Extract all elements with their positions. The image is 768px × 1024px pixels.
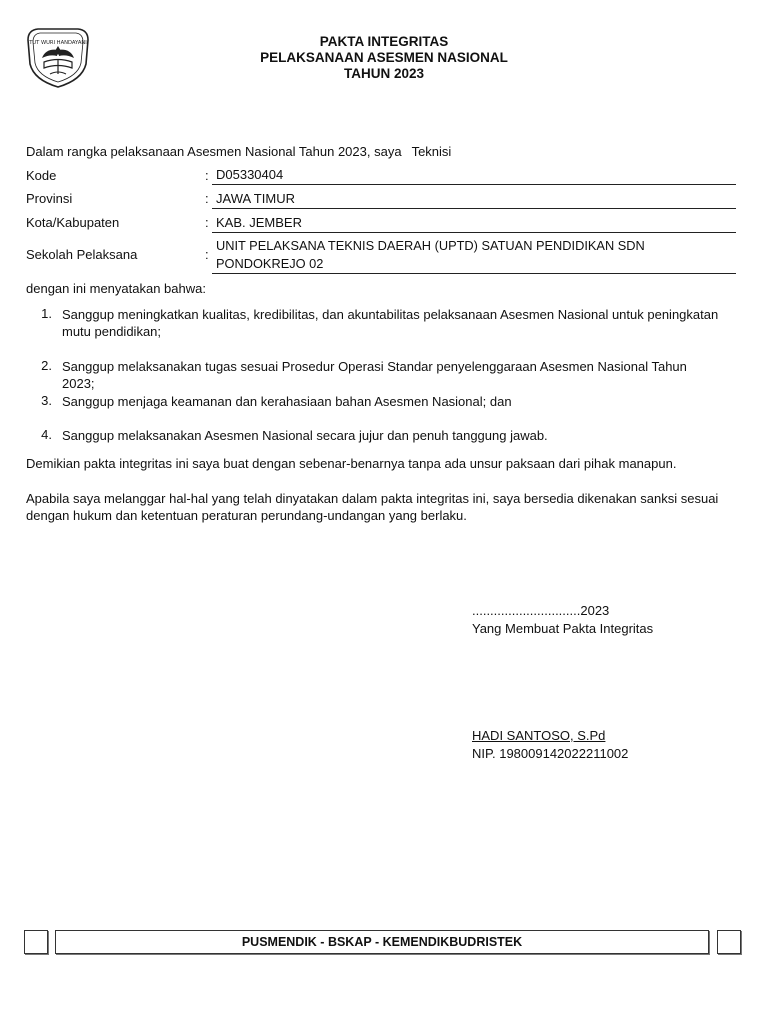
list-item-number: 4. [41,427,52,442]
field-label-kota: Kota/Kabupaten [26,215,120,230]
field-label-provinsi: Provinsi [26,191,73,206]
list-item-number: 1. [41,306,52,321]
list-item-text: Sanggup melaksanakan Asesmen Nasional secara jujur dan penuh tanggung jawab. [62,428,548,443]
field-underline-kota [212,232,736,233]
closing-paragraph: Demikian pakta integritas ini saya buat dengan sebenar-benarnya tanpa ada unsur paksaan dari pihak manapun. [26,456,677,471]
list-item-number: 3. [41,393,52,408]
list-item-text: Sanggup melaksanakan tugas sesuai Prosedur Operasi Standar penyelenggaraan Asesmen Nasional Tahun 2023; [62,359,687,391]
header-line-1: PAKTA INTEGRITAS [319,34,449,49]
footer-label: PUSMENDIK - BSKAP - KEMENDIKBUDRISTEK [55,930,709,954]
field-colon-kota: : [205,215,209,230]
field-underline-sekolah [212,273,736,274]
signer-nip: NIP. 198009142022211002 [472,746,629,761]
field-value-provinsi: JAWA TIMUR [216,191,295,206]
header-line-3: TAHUN 2023 [343,66,425,81]
intro-line [26,144,451,159]
field-underline-provinsi [212,208,736,209]
field-colon-provinsi: : [205,191,209,206]
list-item-text: Sanggup meningkatkan kualitas, kredibilitas, dan akuntabilitas pelaksanaan Asesmen Nasional untuk peningkatan mutu pendidikan; [62,307,719,339]
field-colon-kode: : [205,168,209,183]
list-item-text: Sanggup menjaga keamanan dan kerahasiaan bahan Asesmen Nasional; dan [62,394,512,409]
field-value-kota: KAB. JEMBER [216,215,302,230]
field-colon-sekolah: : [205,247,209,262]
header-line-2: PELAKSANAAN ASESMEN NASIONAL [260,50,508,65]
list-item-number: 2. [41,358,52,373]
field-label-sekolah: Sekolah Pelaksana [26,247,138,262]
sanction-paragraph: Apabila saya melanggar hal-hal yang telah dinyatakan dalam pakta integritas ini, saya bersedia dikenakan sanksi sesuai dengan hukum dan ketentuan peraturan perundang-undangan yang berlaku. [26,491,719,523]
intro-text: Dalam rangka pelaksanaan Asesmen Nasional Tahun 2023, saya [26,144,402,159]
field-label-kode: Kode [26,168,57,183]
intro-role: Teknisi [411,144,452,159]
field-value-sekolah: UNIT PELAKSANA TEKNIS DAERAH (UPTD) SATUAN PENDIDIKAN SDN PONDOKREJO 02 [216,238,645,271]
signer-name: HADI SANTOSO, S.Pd [472,728,606,743]
field-value-kode: D05330404 [216,167,284,182]
svg-text:TUT WURI HANDAYANI: TUT WURI HANDAYANI [29,40,87,46]
signature-date: ..............................2023 [472,603,610,618]
footer-left-box [24,930,48,954]
signature-role: Yang Membuat Pakta Integritas [472,621,654,636]
declaration-intro: dengan ini menyatakan bahwa: [26,281,206,296]
footer-right-box [717,930,741,954]
field-underline-kode [212,184,736,185]
